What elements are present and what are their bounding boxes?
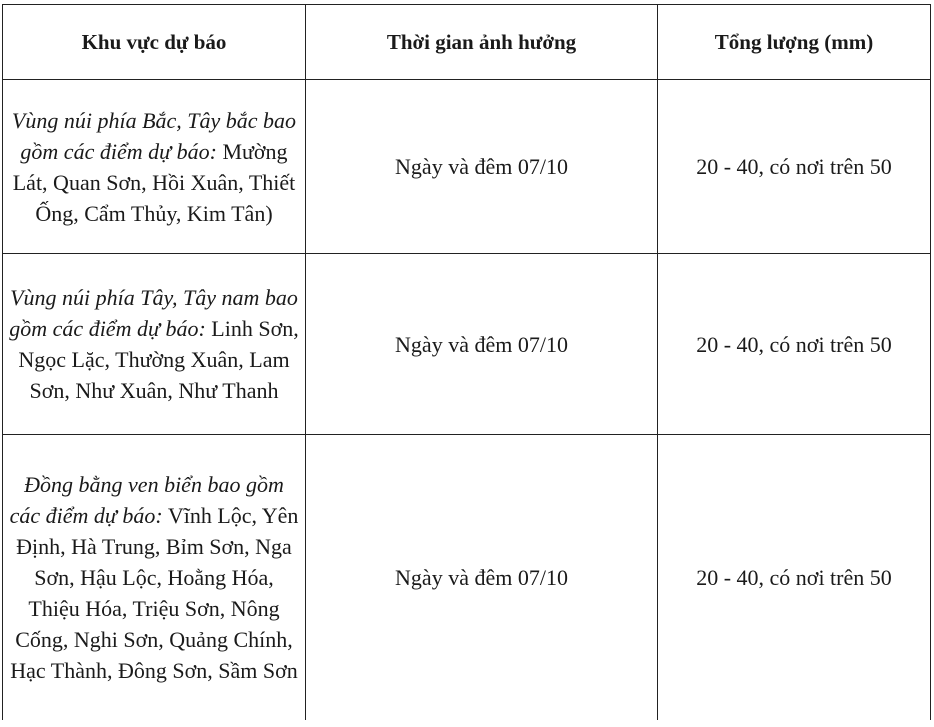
area-cell — [3, 80, 306, 254]
header-area: Khu vực dự báo — [3, 5, 306, 80]
table-row — [3, 80, 931, 254]
table-row — [3, 435, 931, 721]
area-cell — [3, 254, 306, 435]
area-points: Linh Sơn, Ngọc Lặc, Thường Xuân, Lam Sơn, Như Xuân, Như Thanh — [18, 316, 299, 403]
table-row — [3, 254, 931, 435]
amount-cell: 20 - 40, có nơi trên 50 — [658, 80, 931, 254]
time-cell: Ngày và đêm 07/10 — [306, 435, 658, 721]
time-cell: Ngày và đêm 07/10 — [306, 80, 658, 254]
header-amount: Tổng lượng (mm) — [658, 5, 931, 80]
area-points: Mường Lát, Quan Sơn, Hồi Xuân, Thiết Ống, Cẩm Thủy, Kim Tân) — [12, 138, 296, 226]
forecast-table — [2, 4, 931, 720]
area-cell — [3, 435, 306, 721]
header-time: Thời gian ảnh hưởng — [306, 5, 658, 80]
area-points: Vĩnh Lộc, Yên Định, Hà Trung, Bỉm Sơn, Nga Sơn, Hậu Lộc, Hoằng Hóa, Thiệu Hóa, Triệu Sơn, Nông Cống, Nghi Sơn, Quảng Chính, Hạc Thành, Đông Sơn, Sầm Sơn — [10, 503, 299, 683]
time-cell: Ngày và đêm 07/10 — [306, 254, 658, 435]
area-label: Vùng núi phía Tây, Tây nam bao gồm các điểm dự báo: — [9, 285, 298, 341]
header-row — [3, 5, 931, 80]
area-label: Vùng núi phía Bắc, Tây bắc bao gồm các điểm dự báo: — [11, 107, 297, 164]
amount-cell: 20 - 40, có nơi trên 50 — [658, 435, 931, 721]
area-label: Đồng bằng ven biển bao gồm các điểm dự báo: — [9, 472, 284, 528]
amount-cell: 20 - 40, có nơi trên 50 — [658, 254, 931, 435]
